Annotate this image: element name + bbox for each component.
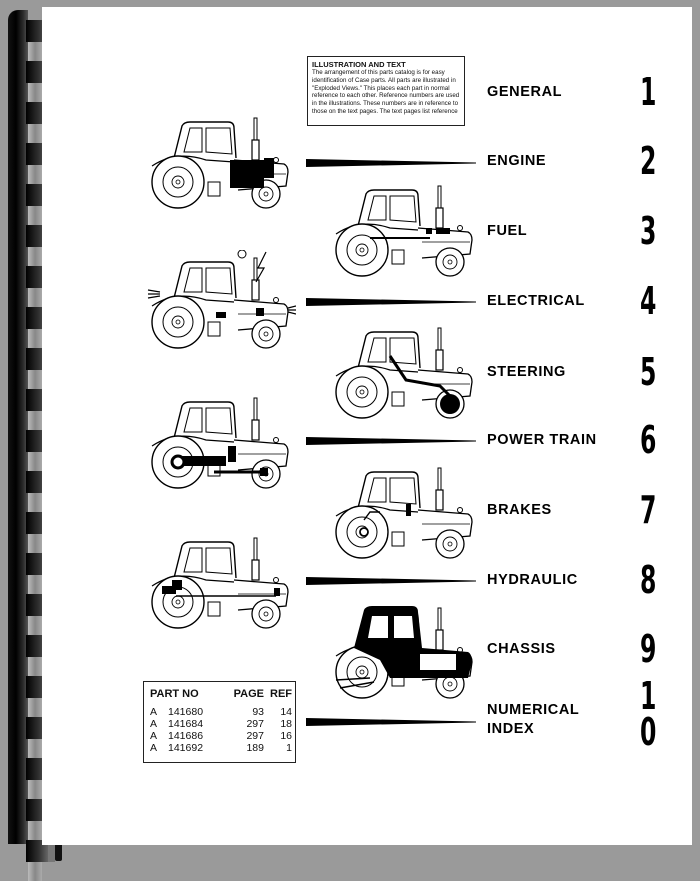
table-row: A 141692 189 1 — [150, 742, 292, 754]
tractor-electrical-illustration — [146, 250, 296, 350]
section-number-9: 9 — [640, 627, 657, 671]
binding-gap — [28, 698, 42, 717]
section-label-chassis[interactable]: CHASSIS — [487, 641, 556, 657]
leader-line-power-train — [306, 435, 476, 447]
binding-gap — [28, 329, 42, 348]
binding-gap — [28, 206, 42, 225]
binding-gap — [28, 862, 42, 881]
binding-gap — [28, 288, 42, 307]
section-number-8: 8 — [640, 558, 657, 602]
parts-reference-box — [143, 681, 296, 763]
header-page: PAGE — [233, 688, 264, 700]
binding-gap — [28, 247, 42, 266]
tractor-powertrain-illustration — [146, 390, 296, 490]
tractor-chassis-illustration — [330, 600, 480, 700]
binding-gap — [28, 821, 42, 840]
section-label-electrical[interactable]: ELECTRICAL — [487, 293, 585, 309]
leader-line-numerical-index — [306, 716, 476, 728]
intro-title: ILLUSTRATION AND TEXT — [312, 60, 406, 69]
binding-gap — [28, 165, 42, 184]
leader-line-electrical — [306, 296, 476, 308]
tractor-brakes-illustration — [330, 460, 480, 560]
intro-body: The arrangement of this parts catalog is for easy identification of Case parts. All parts are illustrated in "Exploded Views." This places each part in normal reference to each other. Reference numbers are used in the illustrations. These numbers are in reference to those on the text pages. The text pages list reference — [312, 69, 460, 115]
table-row: A 141680 93 14 — [150, 706, 292, 718]
section-label-steering[interactable]: STEERING — [487, 364, 566, 380]
section-label-index[interactable]: INDEX — [487, 721, 535, 737]
table-row: A 141684 297 18 — [150, 718, 292, 730]
binding-gap — [28, 575, 42, 594]
section-label-brakes[interactable]: BRAKES — [487, 502, 552, 518]
binding-gap — [28, 493, 42, 512]
section-label-engine[interactable]: ENGINE — [487, 153, 547, 169]
section-number-7: 7 — [640, 488, 657, 532]
leader-line-engine — [306, 157, 476, 169]
section-number-10-digit-0: 0 — [640, 710, 657, 754]
binding-gap — [28, 370, 42, 389]
section-label-general[interactable]: GENERAL — [487, 84, 563, 100]
section-label-hydraulic[interactable]: HYDRAULIC — [487, 572, 578, 588]
tractor-fuel-illustration — [330, 178, 480, 278]
binding-gap — [28, 411, 42, 430]
section-number-2: 2 — [640, 139, 657, 183]
binding-gap — [28, 124, 42, 143]
binding-gap — [28, 534, 42, 553]
table-row: A 141686 297 16 — [150, 730, 292, 742]
binding-gap — [28, 83, 42, 102]
section-number-10-digit-1: 1 — [640, 674, 657, 718]
illustration-and-text-box — [307, 56, 465, 126]
tractor-engine-illustration — [146, 110, 296, 210]
section-label-power-train[interactable]: POWER TRAIN — [487, 432, 597, 448]
section-number-5: 5 — [640, 350, 657, 394]
header-part-no: PART NO — [150, 688, 199, 700]
section-label-numerical[interactable]: NUMERICAL — [487, 702, 580, 718]
header-ref: REF — [270, 688, 292, 700]
section-number-4: 4 — [640, 279, 657, 323]
binding-gap — [28, 657, 42, 676]
tractor-steering-illustration — [330, 320, 480, 420]
binding-gap — [28, 739, 42, 758]
section-number-3: 3 — [640, 209, 657, 253]
leader-line-hydraulic — [306, 575, 476, 587]
section-number-6: 6 — [640, 418, 657, 462]
binding-gap — [28, 42, 42, 61]
section-number-1: 1 — [640, 70, 657, 114]
tractor-hydraulic-illustration — [146, 530, 296, 630]
binding-gap — [28, 616, 42, 635]
binding-gap — [28, 452, 42, 471]
binding-gap — [28, 780, 42, 799]
section-label-fuel[interactable]: FUEL — [487, 223, 528, 239]
parts-table — [150, 688, 292, 754]
